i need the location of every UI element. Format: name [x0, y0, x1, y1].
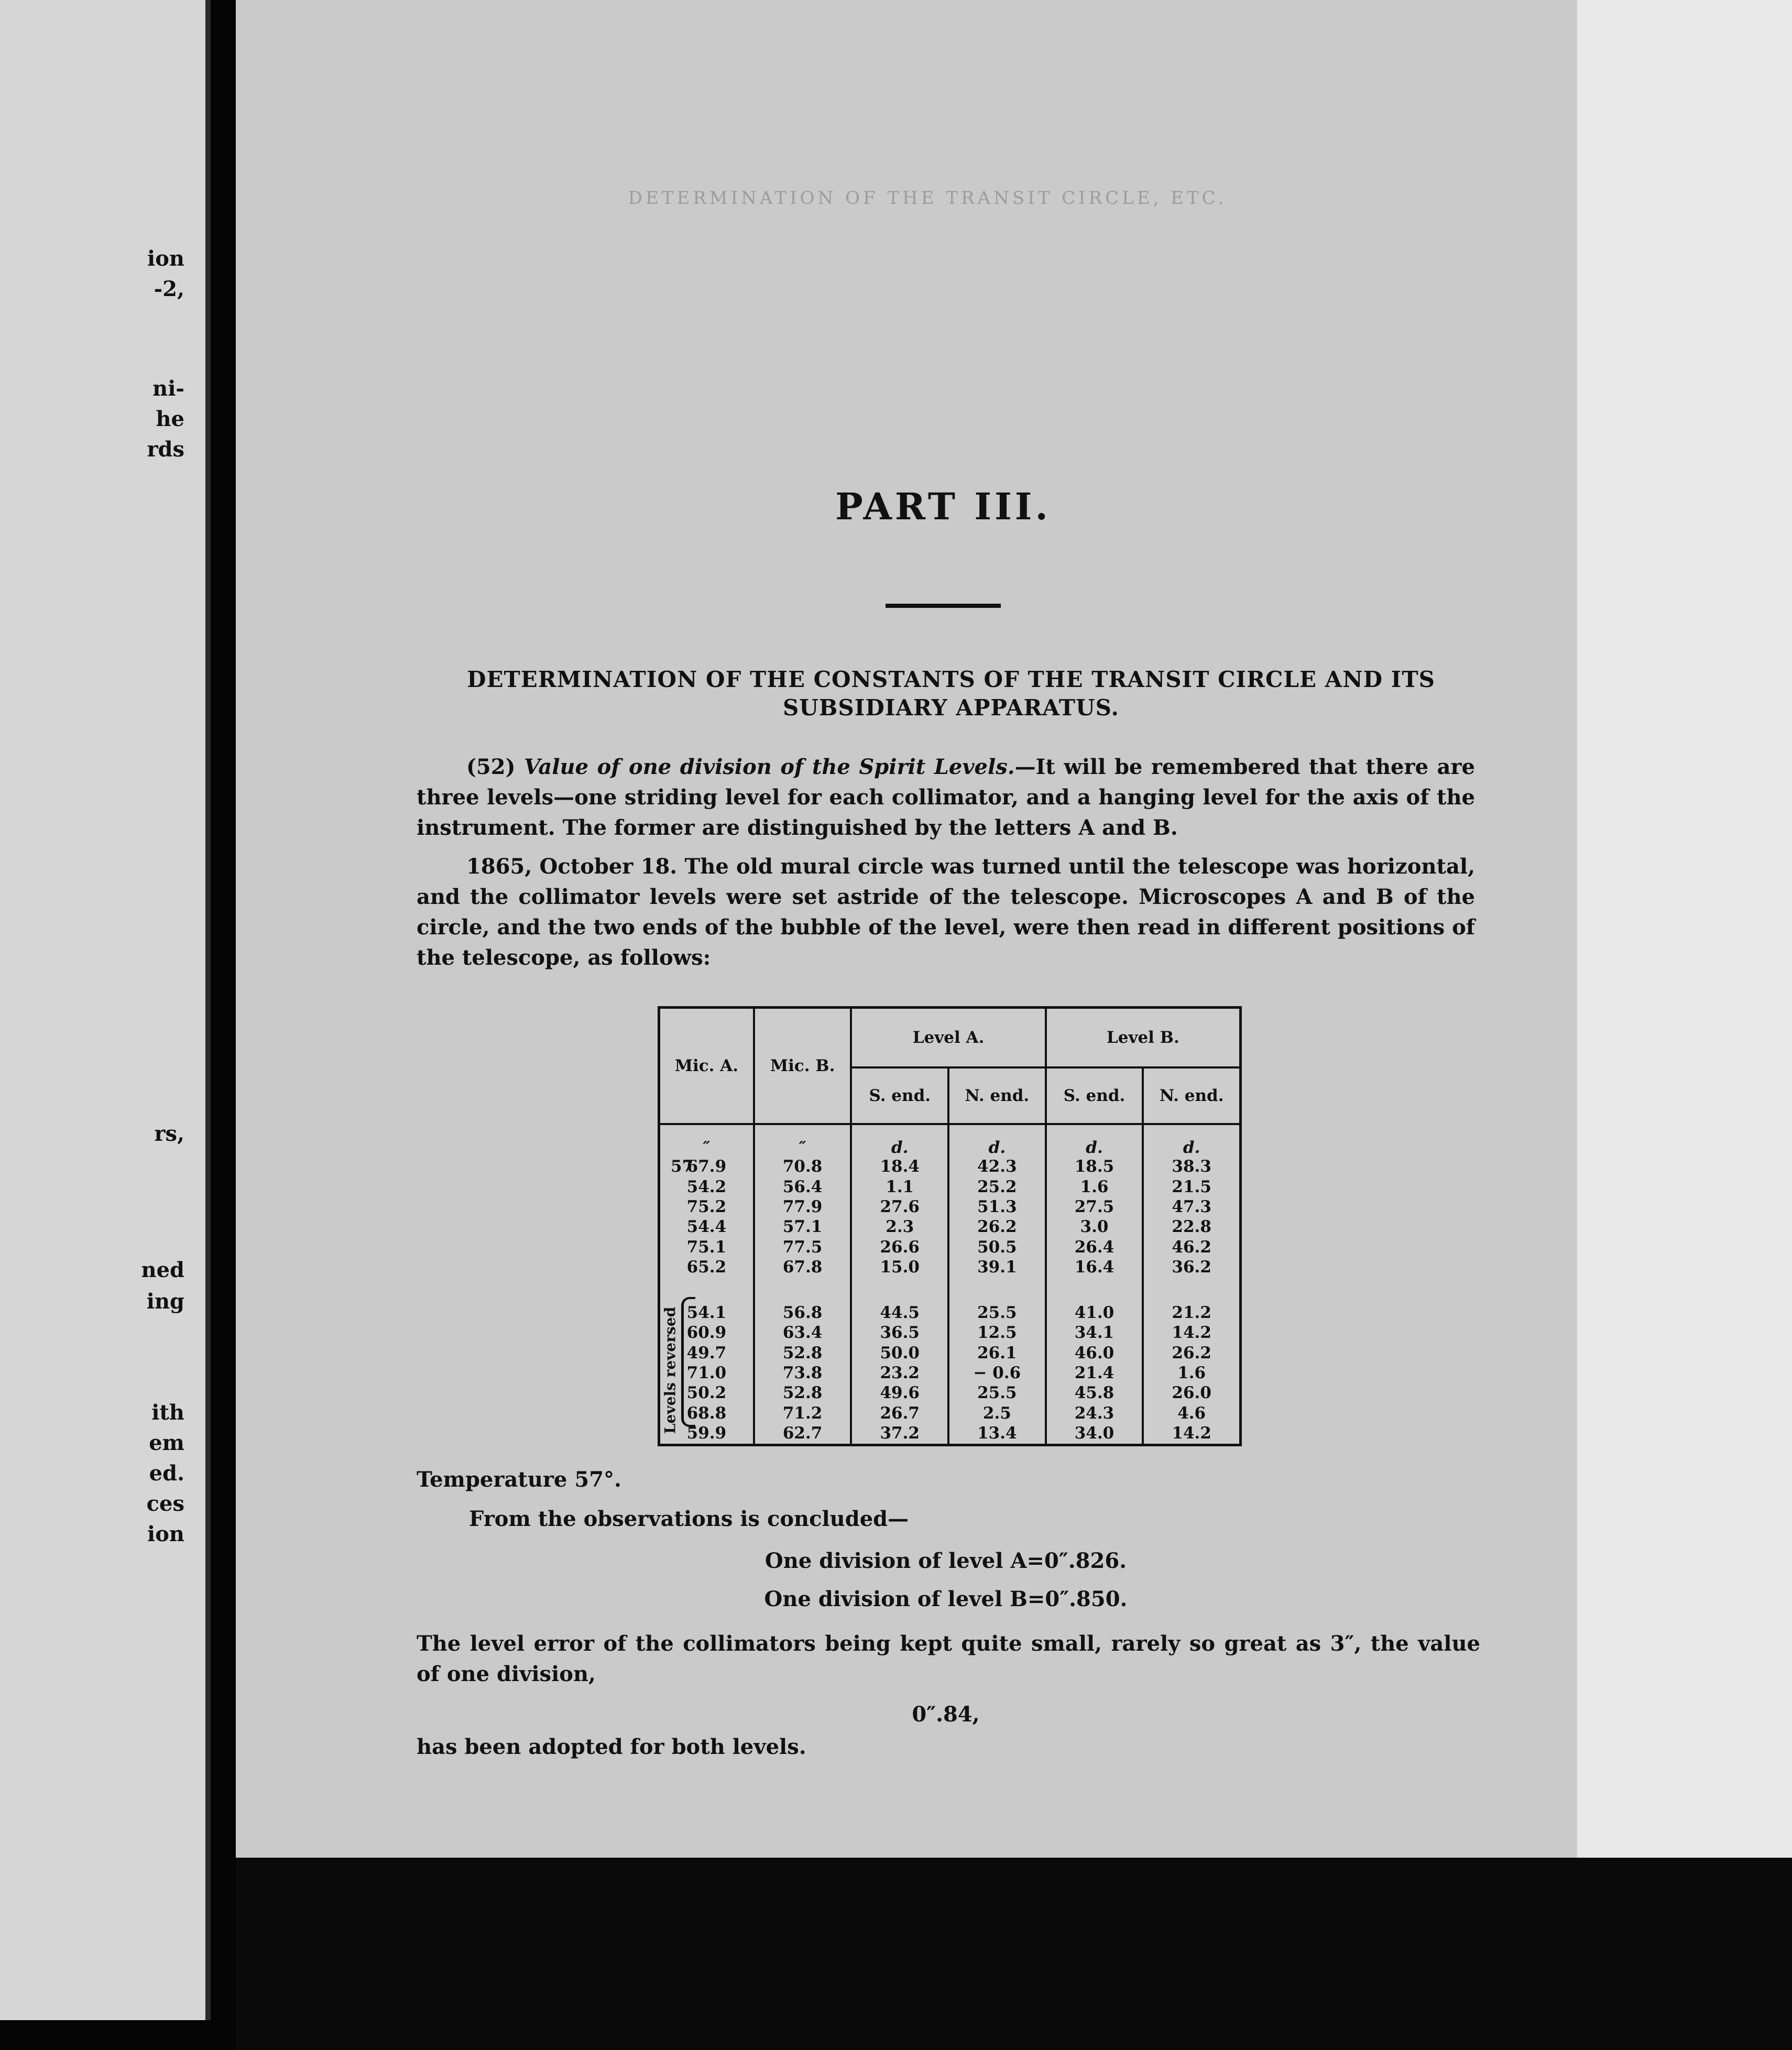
table-cell: 42.3	[948, 1157, 1046, 1177]
table-cell: 70.8	[754, 1157, 851, 1177]
table-row	[659, 1177, 1241, 1197]
table-cell: 18.4	[851, 1157, 948, 1177]
table-cell: 46.2	[1143, 1237, 1240, 1257]
unit-cell: d.	[1046, 1124, 1143, 1157]
table-cell: 25.5	[948, 1383, 1046, 1403]
table-cell: 14.2	[1143, 1423, 1240, 1445]
table-row-reversed	[659, 1423, 1241, 1445]
table-cell: 2.3	[851, 1217, 948, 1237]
left-fragment: ned	[141, 1258, 184, 1282]
table-row	[659, 1257, 1241, 1277]
table-row-reversed	[659, 1363, 1241, 1383]
table-cell: 68.8	[659, 1403, 754, 1423]
table-row-reversed	[659, 1403, 1241, 1423]
header-level-b-n-end: N. end.	[1143, 1067, 1240, 1124]
table-cell: 1.6	[1046, 1177, 1143, 1197]
table-cell: 34.0	[1046, 1423, 1143, 1445]
left-fragment: ni-	[152, 376, 184, 401]
table-cell: 54.1	[659, 1303, 754, 1323]
table-cell: 49.6	[851, 1383, 948, 1403]
table-cell: 71.2	[754, 1403, 851, 1423]
left-fragment: ing	[146, 1289, 184, 1314]
table-cell: 56.8	[754, 1303, 851, 1323]
left-fragment: ces	[146, 1491, 184, 1516]
left-fragment: -2,	[154, 277, 184, 301]
paragraph-52	[417, 752, 1475, 843]
table-row	[659, 1237, 1241, 1257]
table-cell: 26.6	[851, 1237, 948, 1257]
table-cell: 27.5	[1046, 1197, 1143, 1217]
table-cell: 25.5	[948, 1303, 1046, 1323]
degree-value: 57	[671, 1157, 694, 1176]
table-cell: 22.8	[1143, 1217, 1240, 1237]
left-fragment: em	[149, 1431, 184, 1455]
table-cell: 15.0	[851, 1257, 948, 1277]
table-cell: 57.1	[754, 1217, 851, 1237]
table-cell: 2.5	[948, 1403, 1046, 1423]
table-cell: 23.2	[851, 1363, 948, 1383]
table-cell: 46.0	[1046, 1343, 1143, 1363]
table-cell: 57 67.9	[659, 1157, 754, 1177]
unit-cell: d.	[948, 1124, 1046, 1157]
table-cell: 26.7	[851, 1403, 948, 1423]
table-cell: 38.3	[1143, 1157, 1240, 1177]
table-row-reversed	[659, 1303, 1241, 1323]
table-cell: 71.0	[659, 1363, 754, 1383]
bottom-strip	[236, 1858, 1792, 2050]
header-level-a-s-end: S. end.	[851, 1067, 948, 1124]
table-row	[659, 1197, 1241, 1217]
paragraph-title: Value of one division of the Spirit Levels.	[524, 755, 1015, 779]
table-cell: 47.3	[1143, 1197, 1240, 1217]
table-cell: 27.6	[851, 1197, 948, 1217]
table-row-reversed	[659, 1323, 1241, 1343]
left-fragment: ion	[147, 1522, 184, 1546]
table-cell: 65.2	[659, 1257, 754, 1277]
table-cell: 56.4	[754, 1177, 851, 1197]
table-cell: 49.7	[659, 1343, 754, 1363]
unit-cell: d.	[1143, 1124, 1240, 1157]
closing-line: has been adopted for both levels.	[417, 1735, 806, 1759]
paragraph-level-error: The level error of the collimators being kept quite small, rarely so great as 3″, the value of one division,	[417, 1631, 1480, 1686]
left-page-fragment	[0, 0, 211, 2020]
table-cell: 26.0	[1143, 1383, 1240, 1403]
table-cell: 3.0	[1046, 1217, 1143, 1237]
title-rule	[886, 604, 1001, 608]
table-cell: 63.4	[754, 1323, 851, 1343]
table-cell: 34.1	[1046, 1323, 1143, 1343]
paragraph-number: (52)	[466, 755, 516, 779]
table-gap-row	[659, 1278, 1241, 1303]
table-cell: 51.3	[948, 1197, 1046, 1217]
table-cell: 24.3	[1046, 1403, 1143, 1423]
table-cell: 54.2	[659, 1177, 754, 1197]
header-level-a-n-end: N. end.	[948, 1067, 1046, 1124]
table-cell: 77.5	[754, 1237, 851, 1257]
table-row-reversed	[659, 1383, 1241, 1403]
header-level-b-s-end: S. end.	[1046, 1067, 1143, 1124]
unit-cell	[659, 1124, 754, 1157]
table-cell: 41.0	[1046, 1303, 1143, 1323]
unit-cell: d.	[851, 1124, 948, 1157]
table-cell: 44.5	[851, 1303, 948, 1323]
header-level-a: Level A.	[851, 1008, 1045, 1068]
table-cell: 26.2	[1143, 1343, 1240, 1363]
left-fragment: ith	[151, 1400, 184, 1425]
table-cell: 26.2	[948, 1217, 1046, 1237]
table-cell: 52.8	[754, 1383, 851, 1403]
levels-reversed-text: Levels reversed	[661, 1306, 679, 1434]
left-fragment: he	[156, 407, 184, 431]
table-cell: 4.6	[1143, 1403, 1240, 1423]
header-mic-b: Mic. B.	[754, 1008, 851, 1125]
table-cell: 60.9	[659, 1323, 754, 1343]
table-cell: 50.2	[659, 1383, 754, 1403]
table-cell: 1.6	[1143, 1363, 1240, 1383]
table-cell: 21.2	[1143, 1303, 1240, 1323]
table-cell: 13.4	[948, 1423, 1046, 1445]
paragraph-1865: 1865, October 18. The old mural circle was turned until the telescope was horizontal, and the collimator levels were set astride of the telescope. Microscopes A and B of the circle, and the two ends of the bubble of the level, were then read in different positions of the telescope, as follows:	[417, 854, 1475, 970]
unit-cell: ″	[754, 1124, 851, 1157]
table-cell: 21.5	[1143, 1177, 1240, 1197]
table-cell: 36.2	[1143, 1257, 1240, 1277]
table-cell: 1.1	[851, 1177, 948, 1197]
table-cell: 14.2	[1143, 1323, 1240, 1343]
table-cell: 52.8	[754, 1343, 851, 1363]
table-cell: 37.2	[851, 1423, 948, 1445]
table-cell: 77.9	[754, 1197, 851, 1217]
table-cell: 26.1	[948, 1343, 1046, 1363]
table-cell: 36.5	[851, 1323, 948, 1343]
table-cell: 62.7	[754, 1423, 851, 1445]
paragraph-52-text: —It will be remembered that there are three levels—one striding level for each collimator, and a hanging level for the axis of the instrument. The former are distinguished by the letters A and B.	[417, 755, 1475, 840]
level-readings-table	[658, 1006, 1242, 1446]
left-fragment: rs,	[154, 1121, 184, 1146]
adopted-value: 0″.84,	[912, 1702, 980, 1727]
table-cell: 75.1	[659, 1237, 754, 1257]
table-cell: − 0.6	[948, 1363, 1046, 1383]
table-cell: 50.5	[948, 1237, 1046, 1257]
table-cell: 18.5	[1046, 1157, 1143, 1177]
result-level-a: One division of level A=0″.826.	[764, 1549, 1127, 1573]
left-fragment: rds	[147, 437, 184, 462]
curly-brace-icon	[681, 1297, 695, 1427]
header-mic-a: Mic. A.	[659, 1008, 754, 1125]
table-row	[659, 1157, 1241, 1177]
right-margin	[1577, 0, 1792, 1858]
table-cell: 73.8	[754, 1363, 851, 1383]
table-cell: 54.4	[659, 1217, 754, 1237]
header-level-b: Level B.	[1046, 1008, 1241, 1068]
levels-reversed-label	[661, 1294, 679, 1446]
table-cell: 59.9	[659, 1423, 754, 1445]
table-cell: 67.8	[754, 1257, 851, 1277]
left-fragment: ion	[147, 246, 184, 271]
table-row	[659, 1217, 1241, 1237]
left-fragment: ed.	[149, 1461, 184, 1486]
result-level-b: One division of level B=0″.850.	[764, 1587, 1128, 1611]
table-cell: 45.8	[1046, 1383, 1143, 1403]
table-cell: 21.4	[1046, 1363, 1143, 1383]
table-cell: 25.2	[948, 1177, 1046, 1197]
table-row-reversed	[659, 1343, 1241, 1363]
table-cell: 12.5	[948, 1323, 1046, 1343]
conclusion-intro: From the observations is concluded—	[469, 1507, 909, 1531]
table-cell: 26.4	[1046, 1237, 1143, 1257]
temperature-line: Temperature 57°.	[417, 1467, 621, 1492]
table-cell: 39.1	[948, 1257, 1046, 1277]
section-heading: DETERMINATION OF THE CONSTANTS OF THE TRANSIT CIRCLE AND ITS SUBSIDIARY APPARATUS.	[467, 667, 1435, 721]
table-cell: 75.2	[659, 1197, 754, 1217]
running-header-bleedthrough: DETERMINATION OF THE TRANSIT CIRCLE, ETC.	[628, 188, 1227, 209]
part-title: PART III.	[835, 485, 1051, 528]
unit-seconds: ″	[703, 1138, 711, 1157]
table-cell: 16.4	[1046, 1257, 1143, 1277]
table-cell: 50.0	[851, 1343, 948, 1363]
